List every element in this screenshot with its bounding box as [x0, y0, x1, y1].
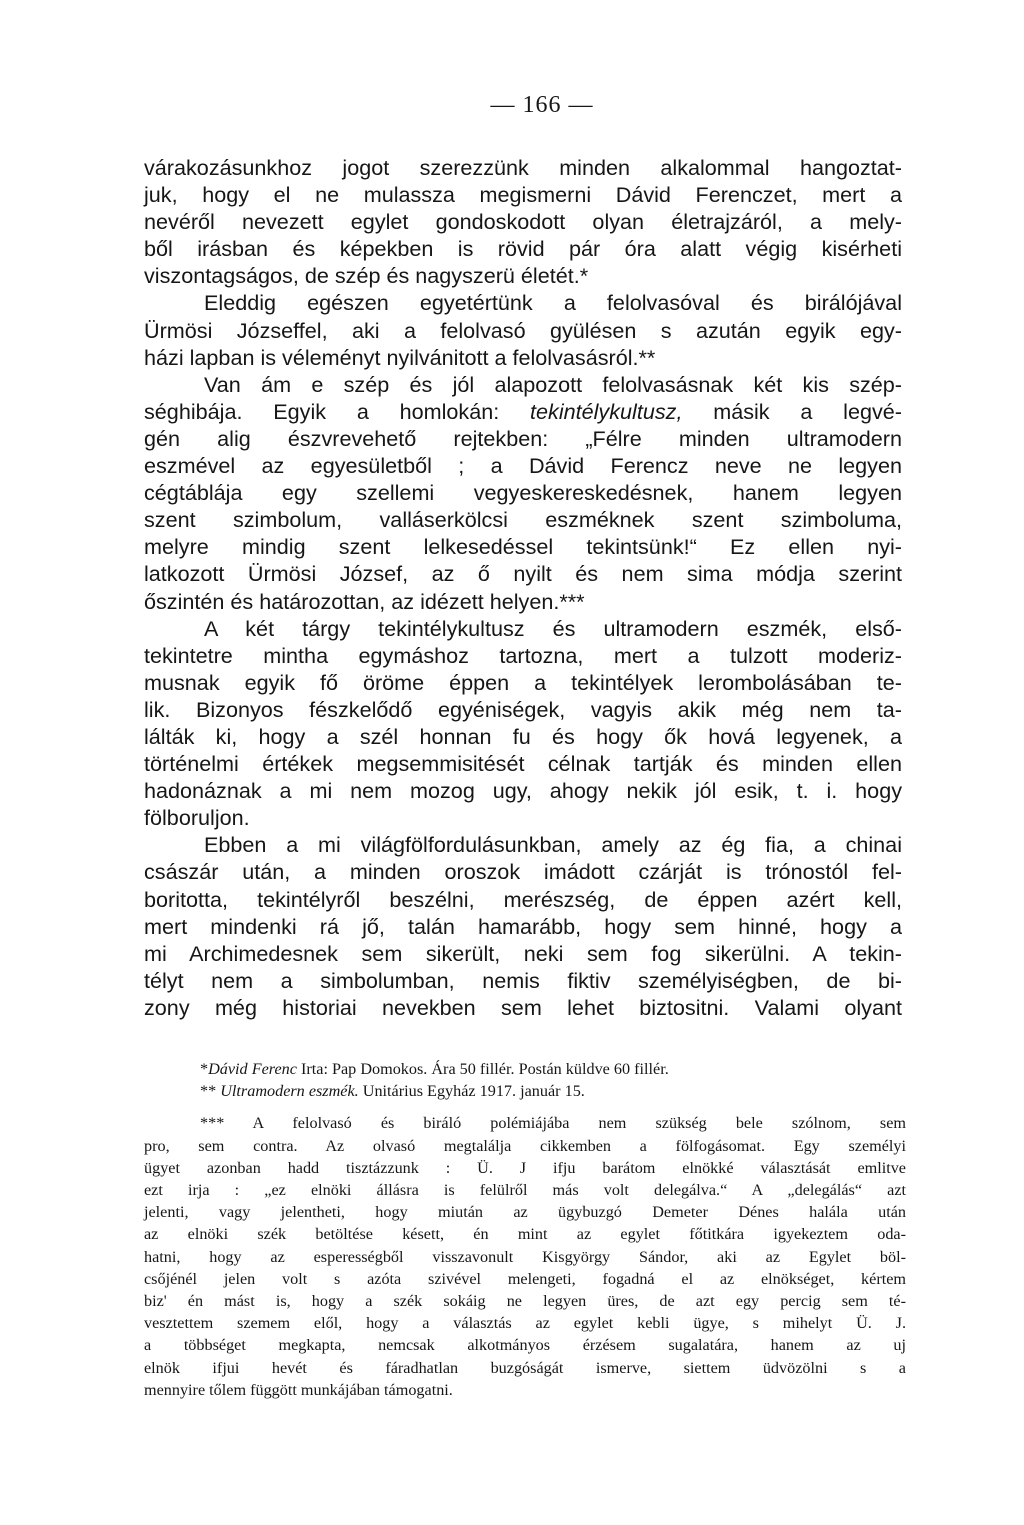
text-line: lik. Bizonyos fészkelődő egyéniségek, vagyis akik még nem ta- [144, 696, 902, 722]
text-line: Ürmösi Józseffel, aki a felolvasó gyülésen s azután egyik egy- [144, 317, 902, 343]
text-line: melyre mindig szent lelkesedéssel tekintsünk!“ Ez ellen nyi- [144, 534, 902, 560]
text-line: cégtáblája egy szellemi vegyeskereskedésnek, hanem legyen [144, 480, 902, 506]
text-line: lálták ki, hogy a szél honnan fu és hogy ők hová legyenek, a [144, 723, 902, 749]
italic-term: tekintélykultusz, [530, 398, 683, 424]
footnote-text: Unitárius Egyház 1917. január 15. [358, 1082, 585, 1101]
footnote-3-line: vesztettem szemem elől, hogy a választás az egylet kebli ügye, s mihelyt Ü. J. [144, 1314, 906, 1333]
footnote-3-line: az elnöki szék betöltése késett, én mint az egylet főtitkára igyekeztem oda- [144, 1225, 906, 1244]
footnote-title: Dávid Ferenc [208, 1060, 297, 1078]
footnote-3-line: csőjénél jelen volt s azóta szivével melengeti, fogadná el az elnökséget, kértem [144, 1269, 906, 1288]
main-text [144, 154, 902, 1021]
text-segment: séghibája. Egyik a homlokán: [144, 398, 531, 424]
footnote-text: A felolvasó és biráló polémiájába nem szükség bele szólnom, sem [252, 1114, 906, 1133]
text-line: boritotta, tekintélyről beszélni, merészség, de éppen azért kell, [144, 886, 902, 912]
footnote-3-line [144, 1112, 906, 1134]
paragraph-1 [144, 154, 902, 289]
text-segment: másik a legvé- [682, 398, 902, 424]
footnote-3-line: hatni, hogy az esperességből visszavonult Kisgyörgy Sándor, aki az Egylet böl- [144, 1247, 906, 1266]
footnote-text: Irta: Pap Domokos. Ára 50 fillér. Postán küldve 60 fillér. [296, 1060, 669, 1078]
text-line: viszontagságos, de szép és nagyszerü életét.* [144, 263, 589, 289]
footnote-3-line: biz' én mást is, hogy a szék sokáig ne legyen üres, de azt egy percig sem té- [144, 1292, 906, 1311]
footnote-3-line: ügyet azonban hadd tisztázzunk : Ü. J ifju barátom elnökké választását emlitve [144, 1158, 906, 1177]
text-line: Eleddig egészen egyetértünk a felolvasóval és birálójával [204, 290, 902, 316]
footnote-marker: * [200, 1060, 209, 1078]
text-line: ből irásban és képekben is rövid pár óra alatt végig kisérheti [144, 236, 902, 262]
text-line: gén alig észvrevehető rejtekben: „Félre minden ultramodern [144, 425, 902, 451]
text-line: musnak egyik fő öröme éppen a tekintélyek lerombolásában te- [144, 669, 902, 695]
text-line: tekintetre mintha egymáshoz tartozna, mert a tulzott moderiz- [144, 642, 902, 668]
paragraph-2 [144, 289, 902, 370]
paragraph-5 [144, 831, 902, 1021]
text-line: fölboruljon. [144, 805, 250, 831]
footnote-3-line: elnök ifjui hevét és fáradhatlan buzgóságát ismerve, siettem üdvözölni s a [144, 1358, 906, 1377]
text-line: Ebben a mi világfölfordulásunkban, amely az ég fia, a chinai [204, 832, 902, 858]
text-line: nevéről nevezett egylet gondoskodott olyan életrajzáról, a mely- [144, 209, 902, 235]
footnote-marker: ** [200, 1082, 217, 1101]
footnote-3-line: ezt irja : „ez elnöki állásra is felülről más volt delegálva.“ A „delegálás“ azt [144, 1181, 906, 1200]
text-line: mi Archimedesnek sem sikerült, neki sem fog sikerülni. A tekin- [144, 940, 902, 966]
footnote-spacer [144, 1102, 906, 1112]
paragraph-4 [144, 615, 902, 832]
footnote-title: Ultramodern eszmék. [220, 1082, 359, 1101]
text-line: A két tárgy tekintélykultusz és ultramodern eszmék, első- [204, 615, 902, 641]
text-line-mixed [144, 398, 902, 425]
footnote-3-line: jelenti, vagy jelentheti, hogy miután az ügybuzgó Demeter Dénes halála után [144, 1203, 906, 1222]
text-line: hadonáznak a mi nem mozog ugy, ahogy nekik jól esik, t. i. hogy [144, 778, 902, 804]
text-line: szent szimbolum, valláserkölcsi eszméknek szent szimboluma, [144, 507, 902, 533]
text-line: eszmével az egyesületből ; a Dávid Ferencz neve ne legyen [144, 453, 902, 479]
paragraph-3 [144, 371, 902, 615]
text-line: juk, hogy el ne mulassza megismerni Dávid Ferenczet, mert a [144, 182, 902, 208]
text-line: császár után, a minden oroszok imádott czárját is trónostól fel- [144, 859, 902, 885]
text-line: várakozásunkhoz jogot szerezzünk minden alkalommal hangoztat- [144, 155, 902, 180]
footnote-2 [144, 1080, 906, 1102]
text-line: télyt nem a simbolumban, nemis fiktiv személyiségben, de bi- [144, 967, 902, 993]
footnotes [144, 1058, 906, 1401]
text-line: történelmi értékek megsemmisitését célnak tartják és minden ellen [144, 751, 902, 777]
text-line: zony még historiai nevekben sem lehet biztositni. Valami olyant [144, 994, 902, 1020]
footnote-3-line: a többséget megkapta, nemcsak alkotmányos érzésem sugalatára, hanem az uj [144, 1336, 906, 1355]
text-line: mert mindenki rá jő, talán hamarább, hogy sem hinné, hogy a [144, 913, 902, 939]
footnote-3-line: mennyire tőlem függött munkájában támogatni. [144, 1380, 453, 1399]
text-line: őszintén és határozottan, az idézett helyen.*** [144, 588, 585, 614]
page-number: — 166 — [490, 92, 594, 118]
text-line: Van ám e szép és jól alapozott felolvasásnak két kis szép- [204, 371, 902, 397]
footnote-3-line: pro, sem contra. Az olvasó megtalálja cikkemben a fölfogásomat. Egy személyi [144, 1136, 906, 1155]
footnote-marker: *** [200, 1114, 225, 1133]
text-line: latkozott Ürmösi József, az ő nyilt és nem sima módja szerint [144, 561, 902, 587]
text-line: házi lapban is véleményt nyilvánitott a felolvasásról.** [144, 344, 656, 370]
footnote-1 [144, 1058, 906, 1080]
